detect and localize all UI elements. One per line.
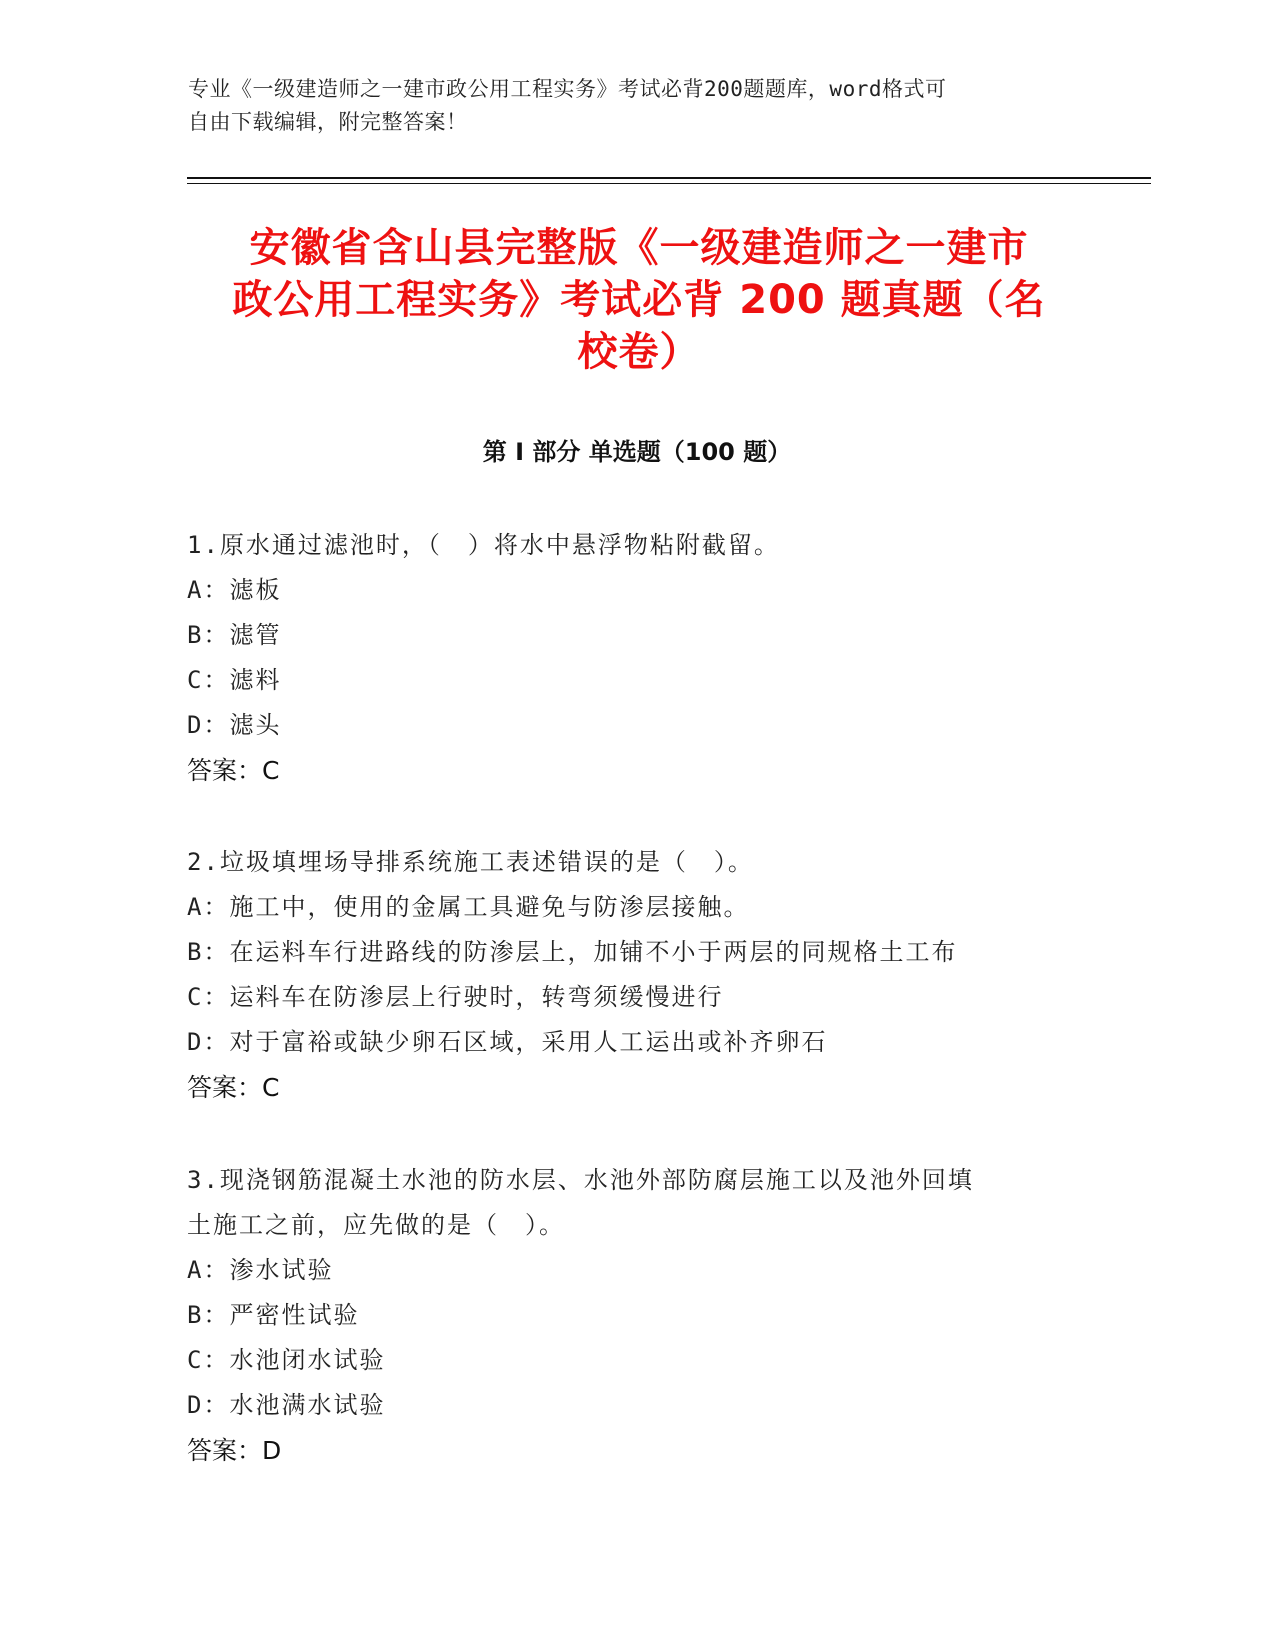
question-text: 2.垃圾填埋场导排系统施工表述错误的是（ ）。 bbox=[187, 848, 754, 876]
question-text: 3.现浇钢筋混凝土水池的防水层、水池外部防腐层施工以及池外回填 bbox=[187, 1166, 974, 1194]
option-a: A：滤板 bbox=[187, 576, 282, 604]
option-b: B：严密性试验 bbox=[187, 1301, 360, 1329]
option-a: A：渗水试验 bbox=[187, 1256, 334, 1284]
option-d: D：水池满水试验 bbox=[187, 1391, 386, 1419]
question-block bbox=[187, 1158, 1067, 1473]
document-title bbox=[180, 222, 1098, 378]
option-a: A：施工中，使用的金属工具避免与防渗层接触。 bbox=[187, 893, 750, 921]
title-line: 校卷） bbox=[577, 329, 701, 375]
title-line: 政公用工程实务》考试必背 200 题真题（名 bbox=[232, 277, 1046, 323]
question-block bbox=[187, 523, 1067, 793]
option-c: C：运料车在防渗层上行驶时，转弯须缓慢进行 bbox=[187, 983, 724, 1011]
title-line: 安徽省含山县完整版《一级建造师之一建市 bbox=[249, 225, 1029, 271]
header-note-line: 自由下载编辑，附完整答案！ bbox=[188, 110, 468, 134]
answer-text: 答案：C bbox=[187, 1073, 280, 1102]
question-text-continued: 土施工之前，应先做的是（ ）。 bbox=[187, 1211, 565, 1239]
question-block bbox=[187, 840, 1067, 1110]
header-note-line: 专业《一级建造师之一建市政公用工程实务》考试必背200题题库，word格式可 bbox=[188, 77, 947, 101]
header-note bbox=[188, 73, 1078, 139]
option-d: D：滤头 bbox=[187, 711, 282, 739]
option-c: C：水池闭水试验 bbox=[187, 1346, 386, 1374]
header-divider-thin bbox=[187, 183, 1151, 184]
answer-text: 答案：C bbox=[187, 756, 280, 785]
answer-text: 答案：D bbox=[187, 1436, 282, 1465]
header-divider-thick bbox=[187, 177, 1151, 179]
option-b: B：在运料车行进路线的防渗层上，加铺不小于两层的同规格土工布 bbox=[187, 938, 958, 966]
option-d: D：对于富裕或缺少卵石区域，采用人工运出或补齐卵石 bbox=[187, 1028, 828, 1056]
question-text: 1.原水通过滤池时，（ ）将水中悬浮物粘附截留。 bbox=[187, 531, 780, 559]
option-c: C：滤料 bbox=[187, 666, 282, 694]
option-b: B：滤管 bbox=[187, 621, 282, 649]
section-heading: 第 I 部分 单选题（100 题） bbox=[482, 438, 792, 466]
